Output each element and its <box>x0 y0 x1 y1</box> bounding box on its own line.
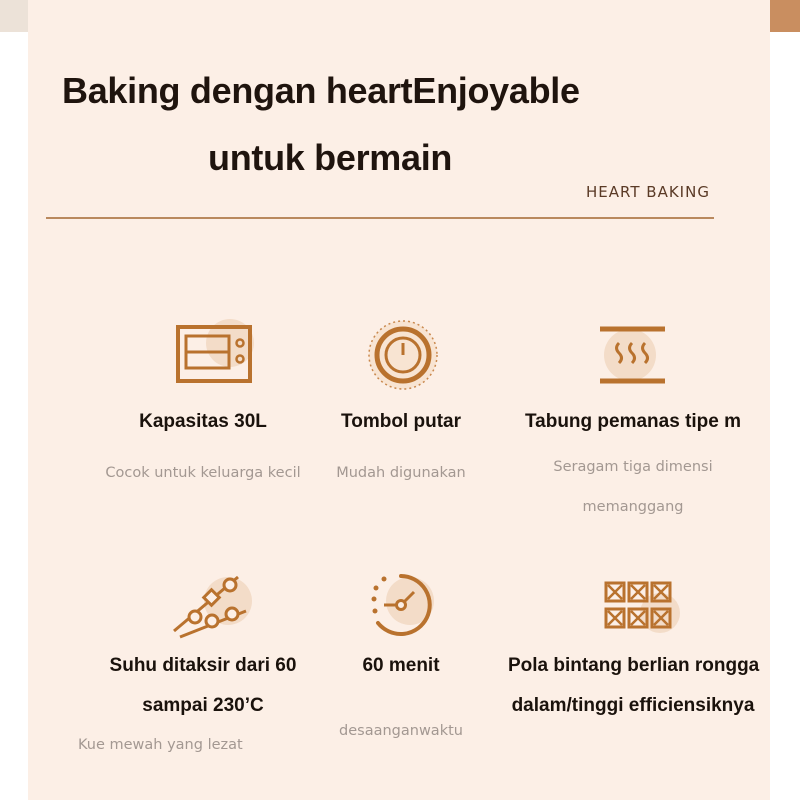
oven-icon <box>148 313 258 393</box>
timer-icon <box>346 565 456 645</box>
feature-title: Tombol putar <box>341 411 461 432</box>
feature-title: 60 menit <box>362 655 440 676</box>
feature-title-line-2: sampai 230’C <box>142 695 264 716</box>
background-strip-left <box>0 0 28 32</box>
dial-knob-icon <box>346 313 456 393</box>
feature-description-line-2: memanggang <box>582 499 684 515</box>
brand-label: HEART BAKING <box>586 183 710 201</box>
skewer-icon <box>148 565 258 645</box>
feature-description: Kue mewah yang lezat <box>78 737 243 753</box>
page-title-line-2: untuk bermain <box>208 137 453 178</box>
feature-title-line-2: dalam/tinggi efficiensiknya <box>511 695 755 716</box>
heating-tube-icon <box>578 313 688 393</box>
feature-description: Mudah digunakan <box>336 465 466 481</box>
feature-title: Kapasitas 30L <box>139 411 267 432</box>
feature-title-line-1: Suhu ditaksir dari 60 <box>109 655 297 676</box>
feature-description: desaanganwaktu <box>339 723 463 739</box>
feature-description-line-1: Seragam tiga dimensi <box>553 459 713 475</box>
feature-panel <box>28 0 770 800</box>
feature-title-line-1: Pola bintang berlian rongga <box>508 655 760 676</box>
feature-timer <box>276 565 526 745</box>
feature-heating-tube <box>508 313 758 521</box>
feature-description: Cocok untuk keluarga kecil <box>105 465 301 481</box>
feature-knob <box>276 313 526 487</box>
feature-cavity-pattern <box>508 565 758 725</box>
grid-pattern-icon <box>578 565 688 645</box>
header-divider <box>46 217 714 219</box>
page-title-line-1: Baking dengan heartEnjoyable <box>62 70 580 111</box>
feature-title: Tabung pemanas tipe m <box>524 411 742 432</box>
background-strip-right <box>770 0 800 32</box>
